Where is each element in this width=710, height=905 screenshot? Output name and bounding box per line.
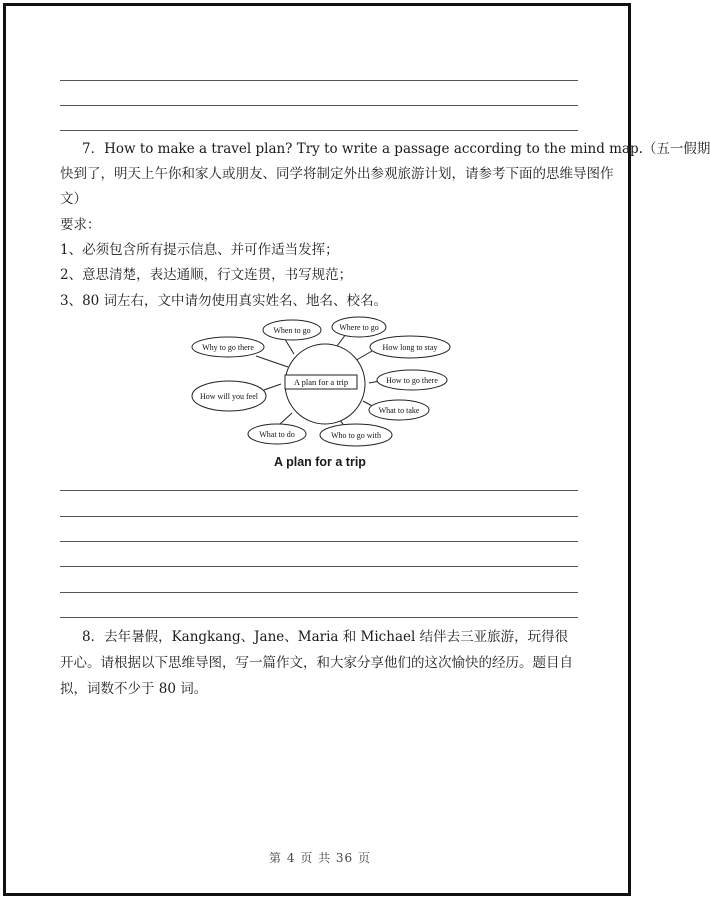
answer-line [60,617,578,618]
q7-requirement-1: 1、必须包含所有提示信息、并可作适当发挥； [60,242,339,258]
page-number: 第 4 页 共 36 页 [269,851,371,865]
answer-line [60,541,578,542]
answer-line [60,80,578,81]
mind-map-caption: A plan for a trip [274,455,366,469]
mind-map-diagram [188,312,458,472]
q7-line-1: 7．How to make a travel plan? Try to write a passage according to the mind map.（五一假期 [82,141,710,157]
mind-map-label-do: What to do [259,430,295,439]
mind-map-label-who: Who to go with [331,431,381,440]
mind-map-label-why: Why to go there [202,343,254,352]
mind-map-label-howgo: How to go there [386,376,438,385]
answer-line [60,490,578,491]
answer-line [60,516,578,517]
answer-line [60,105,578,106]
connector [264,384,281,390]
answer-line [60,592,578,593]
q7-line-3: 文） [60,191,87,207]
q7-line-2: 快到了，明天上午你和家人或朋友、同学将制定外出参观旅游计划，请参考下面的思维导图作 [60,166,614,182]
mind-map-label-when: When to go [273,326,311,335]
q8-text: 8．去年暑假，Kangkang、Jane、Maria 和 Michael 结伴去三亚旅游，玩得很开心。请根据以下思维导图，写一篇作文，和大家分享他们的这次愉快的经历。题目自拟，词数不少于 80 词。 [60,629,573,697]
connector [280,413,292,424]
q7-requirement-3: 3、80 词左右，文中请勿使用真实姓名、地名、校名。 [60,293,388,309]
mind-map-label-feel: How will you feel [200,392,258,401]
connector [256,356,288,367]
answer-line [60,566,578,567]
mind-map-label-howlong: How long to stay [382,343,438,352]
mind-map-label-take: What to take [378,406,420,415]
mind-map-center-label: A plan for a trip [293,377,349,387]
answer-line [60,130,578,131]
mind-map-label-where: Where to go [339,323,379,332]
q7-requirements-title: 要求： [60,217,101,233]
q7-requirement-2: 2、意思清楚，表达通顺，行文连贯，书写规范； [60,267,353,283]
